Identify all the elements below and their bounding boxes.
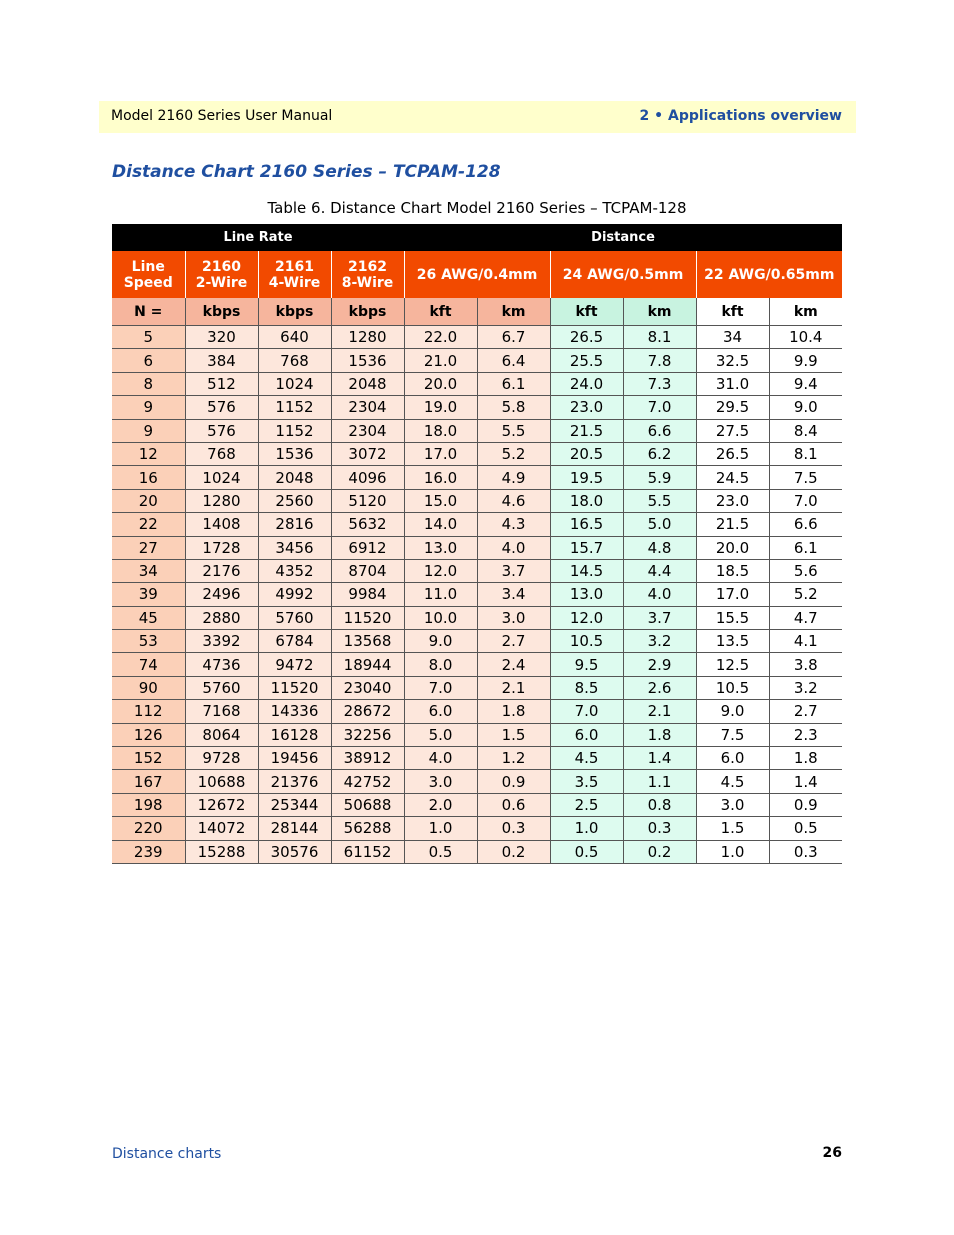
table-cell: 1024 (258, 372, 331, 395)
table-cell: 53 (112, 630, 185, 653)
table-cell: 1152 (258, 396, 331, 419)
table-cell: 239 (112, 840, 185, 863)
table-cell: 9.4 (769, 372, 842, 395)
table-cell: 23040 (331, 676, 404, 699)
table-cell: 5760 (185, 676, 258, 699)
table-cell: 4.9 (477, 466, 550, 489)
table-cell: 9472 (258, 653, 331, 676)
table-cell: 27.5 (696, 419, 769, 442)
table-cell: 20.5 (550, 442, 623, 465)
table-cell: 18.0 (404, 419, 477, 442)
table-cell: 29.5 (696, 396, 769, 419)
table-cell: 8.0 (404, 653, 477, 676)
table-cell: 10.5 (550, 630, 623, 653)
table-cell: 0.3 (769, 840, 842, 863)
unit-header: kft (696, 298, 769, 326)
table-cell: 28672 (331, 700, 404, 723)
table-cell: 9 (112, 419, 185, 442)
table-cell: 7.8 (623, 349, 696, 372)
table-cell: 19.0 (404, 396, 477, 419)
table-cell: 2.1 (477, 676, 550, 699)
col-header-2162: 2162 8-Wire (331, 251, 404, 298)
table-cell: 3.4 (477, 583, 550, 606)
table-cell: 0.5 (404, 840, 477, 863)
running-header (99, 101, 856, 133)
table-cell: 1152 (258, 419, 331, 442)
table-cell: 3.5 (550, 770, 623, 793)
table-cell: 20.0 (696, 536, 769, 559)
table-cell: 6.0 (404, 700, 477, 723)
table-cell: 7.5 (696, 723, 769, 746)
table-cell: 2.4 (477, 653, 550, 676)
table-cell: 2304 (331, 419, 404, 442)
table-cell: 5.0 (404, 723, 477, 746)
unit-header: kbps (331, 298, 404, 326)
table-cell: 15.5 (696, 606, 769, 629)
table-cell: 4736 (185, 653, 258, 676)
table-cell: 8064 (185, 723, 258, 746)
table-cell: 4.4 (623, 559, 696, 582)
table-cell: 3.2 (769, 676, 842, 699)
table-cell: 3.2 (623, 630, 696, 653)
table-cell: 6.4 (477, 349, 550, 372)
table-cell: 2.3 (769, 723, 842, 746)
table-row (112, 630, 842, 653)
table-cell: 3.0 (404, 770, 477, 793)
table-cell: 32256 (331, 723, 404, 746)
table-row (112, 419, 842, 442)
table-cell: 31.0 (696, 372, 769, 395)
table-cell: 74 (112, 653, 185, 676)
table-cell: 23.0 (696, 489, 769, 512)
group-header-distance: Distance (404, 224, 842, 251)
table-cell: 1408 (185, 513, 258, 536)
table-cell: 576 (185, 419, 258, 442)
table-cell: 7.0 (769, 489, 842, 512)
table-cell: 30576 (258, 840, 331, 863)
unit-header: kbps (185, 298, 258, 326)
table-cell: 11520 (258, 676, 331, 699)
table-cell: 0.8 (623, 793, 696, 816)
col-header-line-speed: Line Speed (112, 251, 185, 298)
distance-chart-table (112, 224, 842, 864)
table-cell: 24.5 (696, 466, 769, 489)
table-cell: 0.9 (477, 770, 550, 793)
table-cell: 9.0 (769, 396, 842, 419)
table-cell: 3.7 (623, 606, 696, 629)
table-cell: 198 (112, 793, 185, 816)
table-cell: 7.5 (769, 466, 842, 489)
table-cell: 22 (112, 513, 185, 536)
table-row (112, 747, 842, 770)
table-row (112, 513, 842, 536)
table-cell: 14072 (185, 817, 258, 840)
table-cell: 11520 (331, 606, 404, 629)
unit-header: km (623, 298, 696, 326)
table-cell: 10.4 (769, 326, 842, 349)
table-cell: 16128 (258, 723, 331, 746)
table-cell: 1.0 (404, 817, 477, 840)
table-cell: 25.5 (550, 349, 623, 372)
table-cell: 2.7 (769, 700, 842, 723)
table-cell: 1024 (185, 466, 258, 489)
table-cell: 7.0 (623, 396, 696, 419)
table-row (112, 326, 842, 349)
table-cell: 19456 (258, 747, 331, 770)
table-cell: 8 (112, 372, 185, 395)
table-cell: 23.0 (550, 396, 623, 419)
table-cell: 9.9 (769, 349, 842, 372)
table-cell: 220 (112, 817, 185, 840)
table-cell: 3456 (258, 536, 331, 559)
table-cell: 3.7 (477, 559, 550, 582)
table-cell: 5.5 (623, 489, 696, 512)
table-cell: 4.3 (477, 513, 550, 536)
table-cell: 21.0 (404, 349, 477, 372)
table-row (112, 606, 842, 629)
table-cell: 56288 (331, 817, 404, 840)
table-cell: 26.5 (696, 442, 769, 465)
table-cell: 126 (112, 723, 185, 746)
table-cell: 17.0 (404, 442, 477, 465)
table-cell: 2.9 (623, 653, 696, 676)
table-cell: 7168 (185, 700, 258, 723)
table-cell: 4.1 (769, 630, 842, 653)
table-cell: 42752 (331, 770, 404, 793)
table-cell: 5.8 (477, 396, 550, 419)
table-cell: 16.0 (404, 466, 477, 489)
chapter-title: 2 • Applications overview (639, 108, 842, 124)
table-cell: 167 (112, 770, 185, 793)
table-row (112, 349, 842, 372)
table-cell: 14336 (258, 700, 331, 723)
table-cell: 5.9 (623, 466, 696, 489)
table-cell: 7.0 (550, 700, 623, 723)
table-cell: 12 (112, 442, 185, 465)
table-caption: Table 6. Distance Chart Model 2160 Series – TCPAM-128 (267, 199, 687, 217)
table-cell: 12672 (185, 793, 258, 816)
table-cell: 2560 (258, 489, 331, 512)
table-cell: 1.8 (623, 723, 696, 746)
table-cell: 4.0 (623, 583, 696, 606)
table-cell: 320 (185, 326, 258, 349)
unit-header-row (112, 298, 842, 326)
table-cell: 32.5 (696, 349, 769, 372)
table-cell: 34 (112, 559, 185, 582)
table-cell: 384 (185, 349, 258, 372)
table-cell: 13.0 (550, 583, 623, 606)
table-cell: 5120 (331, 489, 404, 512)
table-cell: 5760 (258, 606, 331, 629)
table-row (112, 793, 842, 816)
table-cell: 12.0 (550, 606, 623, 629)
table-row (112, 372, 842, 395)
table-row (112, 536, 842, 559)
table-cell: 152 (112, 747, 185, 770)
table-cell: 2176 (185, 559, 258, 582)
table-cell: 14.0 (404, 513, 477, 536)
table-cell: 5.6 (769, 559, 842, 582)
table-cell: 1.0 (696, 840, 769, 863)
section-title: Distance Chart 2160 Series – TCPAM-128 (112, 162, 501, 182)
table-cell: 4.8 (623, 536, 696, 559)
table-cell: 6 (112, 349, 185, 372)
table-cell: 21376 (258, 770, 331, 793)
col-header-22awg: 22 AWG/0.65mm (696, 251, 842, 298)
table-cell: 2496 (185, 583, 258, 606)
table-cell: 1280 (331, 326, 404, 349)
table-cell: 5.2 (769, 583, 842, 606)
table-row (112, 583, 842, 606)
table-cell: 26.5 (550, 326, 623, 349)
table-cell: 2.0 (404, 793, 477, 816)
table-cell: 7.0 (404, 676, 477, 699)
table-cell: 6.0 (696, 747, 769, 770)
table-cell: 1.5 (477, 723, 550, 746)
table-cell: 2304 (331, 396, 404, 419)
table-cell: 3392 (185, 630, 258, 653)
table-cell: 2880 (185, 606, 258, 629)
table-cell: 13.5 (696, 630, 769, 653)
table-row (112, 466, 842, 489)
unit-header: kbps (258, 298, 331, 326)
table-cell: 39 (112, 583, 185, 606)
table-row (112, 840, 842, 863)
table-cell: 3.0 (696, 793, 769, 816)
group-header-row (112, 224, 842, 251)
table-cell: 18.0 (550, 489, 623, 512)
table-cell: 14.5 (550, 559, 623, 582)
table-cell: 768 (185, 442, 258, 465)
table-cell: 25344 (258, 793, 331, 816)
table-cell: 15.7 (550, 536, 623, 559)
table-cell: 1.4 (623, 747, 696, 770)
table-cell: 5632 (331, 513, 404, 536)
table-cell: 0.3 (477, 817, 550, 840)
table-cell: 13568 (331, 630, 404, 653)
table-cell: 8.5 (550, 676, 623, 699)
table-cell: 1.8 (769, 747, 842, 770)
table-cell: 8.4 (769, 419, 842, 442)
table-cell: 0.9 (769, 793, 842, 816)
table-cell: 8.1 (623, 326, 696, 349)
table-cell: 6.2 (623, 442, 696, 465)
table-cell: 16 (112, 466, 185, 489)
table-cell: 10.5 (696, 676, 769, 699)
table-cell: 1.8 (477, 700, 550, 723)
table-cell: 2.5 (550, 793, 623, 816)
table-cell: 9.0 (404, 630, 477, 653)
table-cell: 1.5 (696, 817, 769, 840)
table-row (112, 770, 842, 793)
table-cell: 6.1 (477, 372, 550, 395)
table-cell: 19.5 (550, 466, 623, 489)
table-cell: 640 (258, 326, 331, 349)
table-cell: 22.0 (404, 326, 477, 349)
table-cell: 576 (185, 396, 258, 419)
table-cell: 6.1 (769, 536, 842, 559)
table-cell: 0.5 (550, 840, 623, 863)
table-cell: 2816 (258, 513, 331, 536)
group-header-line-rate: Line Rate (112, 224, 404, 251)
table-cell: 6.6 (623, 419, 696, 442)
table-cell: 5.5 (477, 419, 550, 442)
table-cell: 11.0 (404, 583, 477, 606)
table-cell: 4.5 (696, 770, 769, 793)
table-cell: 16.5 (550, 513, 623, 536)
table-cell: 5 (112, 326, 185, 349)
table-body (112, 326, 842, 864)
table-cell: 6.7 (477, 326, 550, 349)
table-cell: 4.0 (404, 747, 477, 770)
table-cell: 21.5 (550, 419, 623, 442)
table-cell: 9.5 (550, 653, 623, 676)
table-cell: 1280 (185, 489, 258, 512)
table-cell: 9.0 (696, 700, 769, 723)
table-row (112, 396, 842, 419)
table-cell: 4992 (258, 583, 331, 606)
unit-header: km (477, 298, 550, 326)
col-header-2160: 2160 2-Wire (185, 251, 258, 298)
table-cell: 12.5 (696, 653, 769, 676)
table-cell: 0.5 (769, 817, 842, 840)
table-cell: 4096 (331, 466, 404, 489)
table-cell: 12.0 (404, 559, 477, 582)
table-row (112, 559, 842, 582)
table-cell: 61152 (331, 840, 404, 863)
table-cell: 1536 (258, 442, 331, 465)
table-cell: 34 (696, 326, 769, 349)
table-cell: 4.5 (550, 747, 623, 770)
table-cell: 0.6 (477, 793, 550, 816)
table-cell: 18944 (331, 653, 404, 676)
table-cell: 9984 (331, 583, 404, 606)
table-cell: 45 (112, 606, 185, 629)
table-cell: 17.0 (696, 583, 769, 606)
table-cell: 2048 (258, 466, 331, 489)
table-cell: 3.0 (477, 606, 550, 629)
unit-header: kft (550, 298, 623, 326)
table-cell: 10688 (185, 770, 258, 793)
table-cell: 112 (112, 700, 185, 723)
table-cell: 512 (185, 372, 258, 395)
table-cell: 28144 (258, 817, 331, 840)
column-header-row (112, 251, 842, 298)
page-number: 26 (822, 1145, 842, 1161)
table-cell: 27 (112, 536, 185, 559)
table-row (112, 700, 842, 723)
table-cell: 2.7 (477, 630, 550, 653)
table-cell: 6.6 (769, 513, 842, 536)
table-cell: 13.0 (404, 536, 477, 559)
col-header-24awg: 24 AWG/0.5mm (550, 251, 696, 298)
table-cell: 8.1 (769, 442, 842, 465)
table-cell: 9 (112, 396, 185, 419)
table-cell: 38912 (331, 747, 404, 770)
table-cell: 2.1 (623, 700, 696, 723)
table-cell: 0.2 (477, 840, 550, 863)
table-cell: 2.6 (623, 676, 696, 699)
table-row (112, 653, 842, 676)
table-cell: 24.0 (550, 372, 623, 395)
table-cell: 1728 (185, 536, 258, 559)
table-cell: 21.5 (696, 513, 769, 536)
table-cell: 4352 (258, 559, 331, 582)
table-cell: 4.6 (477, 489, 550, 512)
table-cell: 0.3 (623, 817, 696, 840)
table-row (112, 489, 842, 512)
table-cell: 4.0 (477, 536, 550, 559)
table-cell: 3.8 (769, 653, 842, 676)
table-cell: 5.2 (477, 442, 550, 465)
unit-header: km (769, 298, 842, 326)
unit-header: kft (404, 298, 477, 326)
table-cell: 10.0 (404, 606, 477, 629)
table-cell: 6.0 (550, 723, 623, 746)
table-cell: 5.0 (623, 513, 696, 536)
table-cell: 1.0 (550, 817, 623, 840)
table-cell: 1.1 (623, 770, 696, 793)
footer-section: Distance charts (112, 1146, 222, 1162)
table-cell: 1.2 (477, 747, 550, 770)
col-header-26awg: 26 AWG/0.4mm (404, 251, 550, 298)
table-row (112, 817, 842, 840)
manual-title: Model 2160 Series User Manual (111, 108, 333, 124)
table-cell: 1536 (331, 349, 404, 372)
table-cell: 9728 (185, 747, 258, 770)
table-cell: 20 (112, 489, 185, 512)
table-cell: 0.2 (623, 840, 696, 863)
table-cell: 7.3 (623, 372, 696, 395)
table-cell: 6784 (258, 630, 331, 653)
table-row (112, 723, 842, 746)
table-cell: 768 (258, 349, 331, 372)
table-cell: 3072 (331, 442, 404, 465)
table-cell: 50688 (331, 793, 404, 816)
col-header-2161: 2161 4-Wire (258, 251, 331, 298)
table-cell: 15.0 (404, 489, 477, 512)
table-cell: 20.0 (404, 372, 477, 395)
table-cell: 4.7 (769, 606, 842, 629)
table-cell: 6912 (331, 536, 404, 559)
table-cell: 18.5 (696, 559, 769, 582)
table-cell: 8704 (331, 559, 404, 582)
table-row (112, 676, 842, 699)
table-cell: 2048 (331, 372, 404, 395)
unit-header: N = (112, 298, 185, 326)
table-row (112, 442, 842, 465)
table-cell: 15288 (185, 840, 258, 863)
table-cell: 1.4 (769, 770, 842, 793)
table-cell: 90 (112, 676, 185, 699)
